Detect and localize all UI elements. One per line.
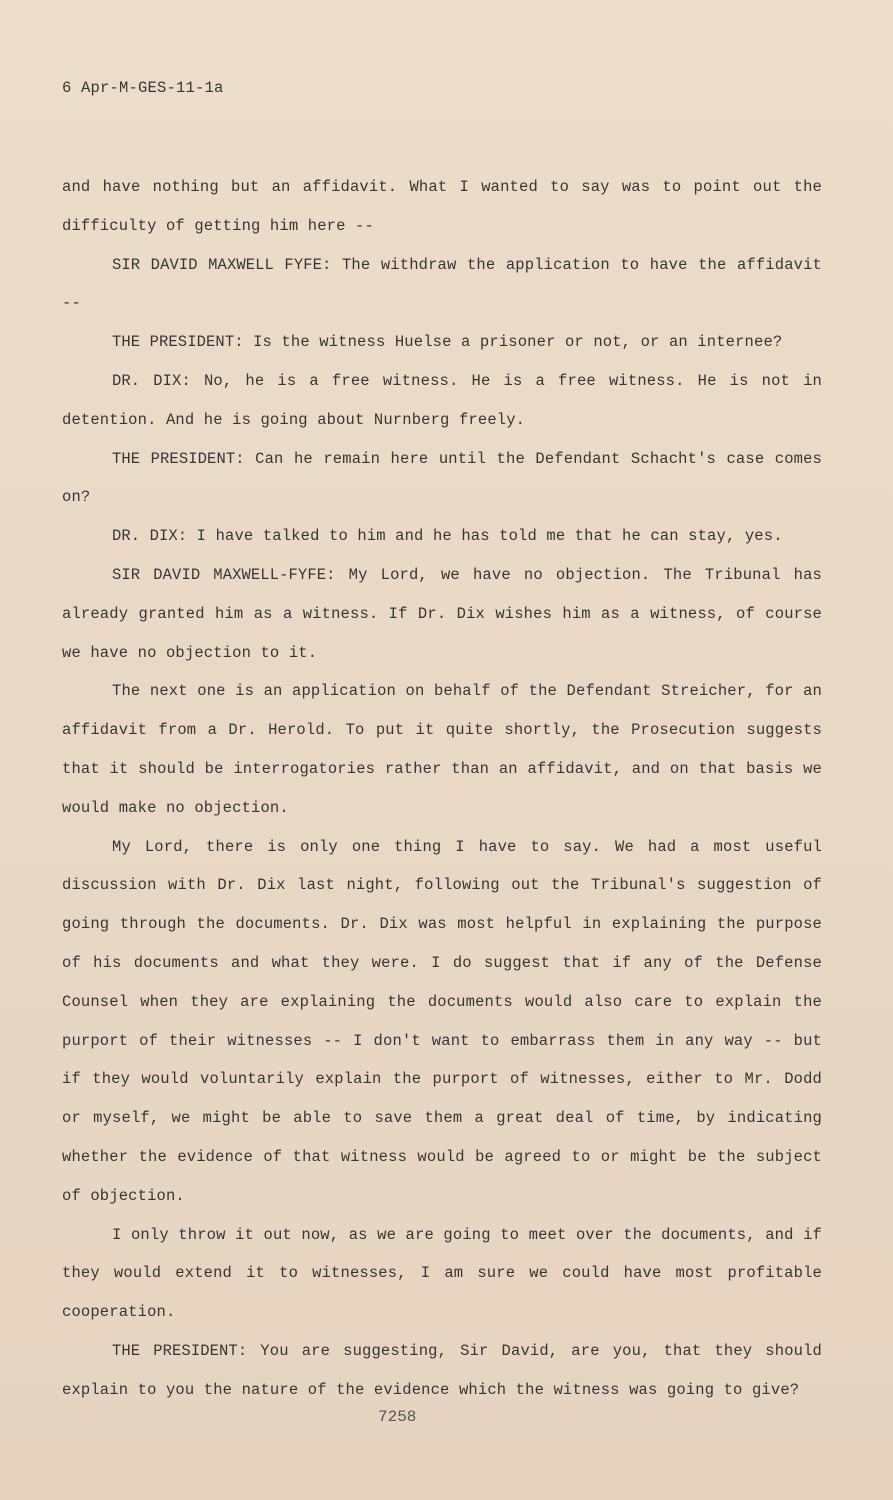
paragraph-text: Can he remain here until the Defendant Schacht's case comes on? (62, 449, 823, 507)
paragraph-5 (62, 440, 822, 518)
page-number: 7258 (378, 1408, 417, 1426)
speaker-label: SIR DAVID MAXWELL FYFE: (112, 255, 332, 274)
paragraph-1 (62, 168, 822, 246)
speaker-label: THE PRESIDENT: (112, 449, 245, 468)
paragraph-text: My Lord, there is only one thing I have to say. We had a most useful discussion with Dr. Dix last night, following out the Tribunal's suggestion of going through the documents. Dr. Dix was most helpful in explaining the purpose of his documents and what they were. I do suggest that if any of the Defense Counsel when they are explaining the documents would also care to explain the purport of their witnesses -- I don't want to embarrass them in any way -- but if they would voluntarily explain the purport of witnesses, either to Mr. Dodd or myself, we might be able to save them a great deal of time, by indicating whether the evidence of that witness would be agreed to or might be the subject of objection. (62, 837, 822, 1205)
speaker-label: DR. DIX: (112, 527, 188, 546)
transcript-body (62, 168, 822, 1410)
paragraph-4 (62, 362, 822, 440)
paragraph-6 (62, 517, 822, 556)
paragraph-text: I only throw it out now, as we are going to meet over the documents, and if they would extend it to witnesses, I am sure we could have most profitable cooperation. (62, 1225, 822, 1322)
paragraph-8 (62, 672, 822, 827)
speaker-label: THE PRESIDENT: (112, 1341, 248, 1360)
paragraph-text: I have talked to him and he has told me that he can stay, yes. (196, 527, 783, 546)
paragraph-text: No, he is a free witness. He is a free witness. He is not in detention. And he is going about Nurnberg freely. (62, 371, 822, 429)
paragraph-text: Is the witness Huelse a prisoner or not, or an internee? (253, 333, 783, 352)
paragraph-7 (62, 556, 822, 672)
paragraph-10 (62, 1216, 822, 1332)
paragraph-3 (62, 323, 822, 362)
paragraph-text: The withdraw the application to have the affidavit -- (62, 255, 823, 313)
paragraph-2 (62, 246, 822, 324)
speaker-label: THE PRESIDENT: (112, 333, 244, 352)
paragraph-11 (62, 1332, 822, 1410)
paragraph-text: The next one is an application on behalf of the Defendant Streicher, for an affidavit from a Dr. Herold. To put it quite shortly, the Prosecution suggests that it should be interrogatories rather than an affidavit, and on that basis we would make no objection. (62, 682, 822, 817)
paragraph-text: You are suggesting, Sir David, are you, that they should explain to you the nature of the evidence which the witness was going to give? (62, 1341, 823, 1399)
document-header: 6 Apr-M-GES-11-1a (62, 79, 224, 97)
speaker-label: SIR DAVID MAXWELL-FYFE: (112, 565, 336, 584)
speaker-label: DR. DIX: (112, 371, 191, 390)
paragraph-9 (62, 828, 822, 1216)
paragraph-text: and have nothing but an affidavit. What I wanted to say was to point out the difficulty of getting him here -- (62, 178, 822, 235)
paragraph-text: My Lord, we have no objection. The Tribunal has already granted him as a witness. If Dr. Dix wishes him as a witness, of course we have no objection to it. (62, 565, 822, 662)
